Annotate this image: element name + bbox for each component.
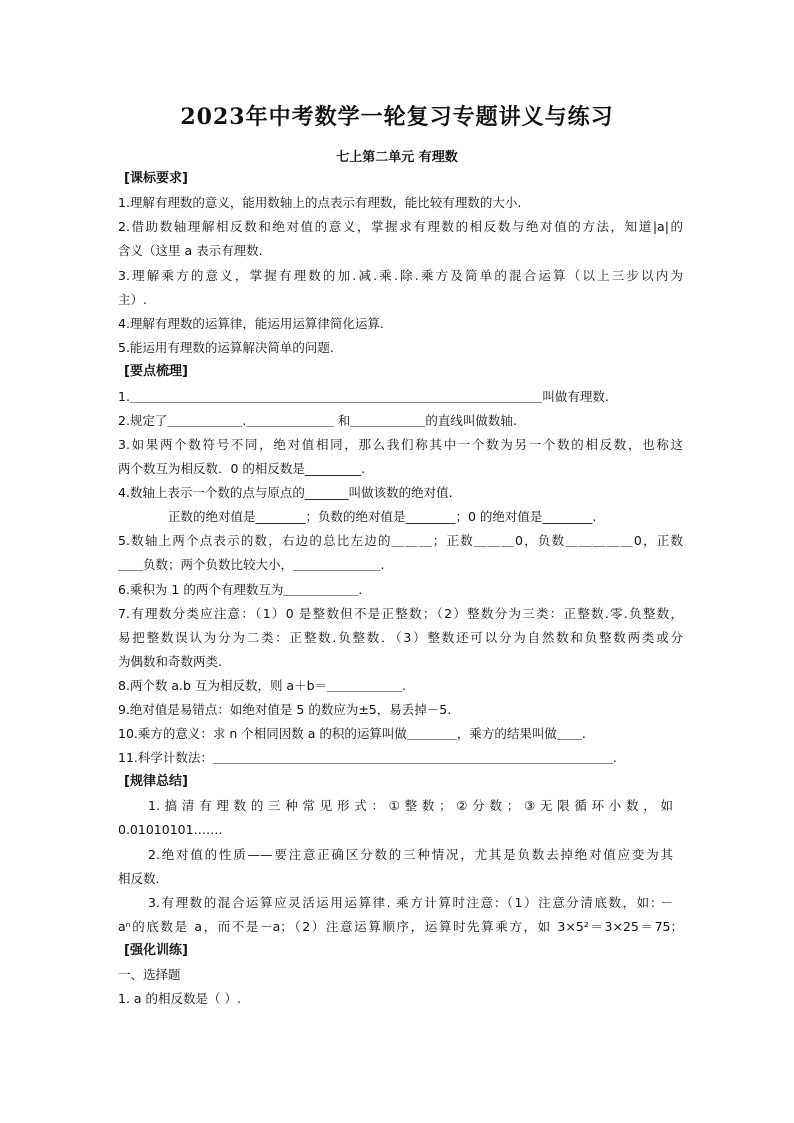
point-line: 6.乘积为 1 的两个有理数互为＿＿＿＿＿＿. [118, 582, 363, 597]
requirement-line: 5.能运用有理数的运算解决简单的问题. [118, 340, 334, 355]
section-heading-rules: [规律总结] [124, 774, 188, 789]
rule-line: 1.搞清有理数的三种常见形式：①整数；②分数；③无限循环小数，如 [148, 798, 673, 813]
point-line: 两个数互为相反数．0 的相反数是_________. [118, 461, 366, 476]
requirement-line: 3.理解乘方的意义，掌握有理数的加.减.乘.除.乘方及简单的混合运算（以上三步以内为 [118, 268, 683, 283]
rule-line: 2.绝对值的性质——要注意正确区分数的三种情况，尤其是负数去掉绝对值应变为其 [148, 847, 673, 862]
requirement-line: 4.理解有理数的运算律，能运用运算律简化运算. [118, 316, 384, 331]
point-line: 3.如果两个数符号不同，绝对值相同，那么我们称其中一个数为另一个数的相反数，也称这 [118, 437, 683, 452]
question-section-heading: 一、选择题 [118, 967, 181, 982]
point-line: 为偶数和奇数两类. [118, 654, 222, 669]
point-line: 9.绝对值是易错点：如绝对值是 5 的数应为±5，易丢掉－5. [118, 702, 452, 717]
point-line: 1.＿＿＿＿＿＿＿＿＿＿＿＿＿＿＿＿＿＿＿＿＿＿＿＿＿＿＿＿＿＿＿＿＿叫做有理数. [118, 389, 609, 404]
document-title: 2023年中考数学一轮复习专题讲义与练习 [180, 104, 614, 130]
requirement-line: 含义（这里 a 表示有理数. [118, 243, 263, 258]
point-line: 7.有理数分类应注意：（1）0 是整数但不是正整数；（2）整数分为三类：正整数.零.负整数， [118, 606, 683, 621]
point-line: 2.规定了＿＿＿＿＿＿.＿＿＿＿＿＿＿ 和＿＿＿＿＿＿的直线叫做数轴. [118, 413, 517, 428]
rule-line: 3.有理数的混合运算应灵活运用运算律. 乘方计算时注意:（1）注意分清底数，如: － [148, 895, 673, 910]
point-line: 11.科学计数法：＿＿＿＿＿＿＿＿＿＿＿＿＿＿＿＿＿＿＿＿＿＿＿＿＿＿＿＿＿＿＿＿. [118, 750, 617, 765]
rule-line: aⁿ的底数是 a，而不是－a；（2）注意运算顺序，运算时先算乘方，如 3×5²＝3×25＝75； [118, 919, 683, 934]
section-heading-training: [强化训练] [124, 943, 188, 958]
point-line: 4.数轴上表示一个数的点与原点的_______叫做该数的绝对值. [118, 485, 453, 500]
point-line: ＿＿负数；两个负数比较大小，＿＿＿＿＿＿＿. [118, 557, 385, 572]
section-heading-requirements: [课标要求] [124, 171, 188, 186]
document-subtitle: 七上第二单元 有理数 [336, 150, 458, 165]
requirement-line: 2.借助数轴理解相反数和绝对值的意义，掌握求有理数的相反数与绝对值的方法，知道|a|的 [118, 219, 683, 234]
point-line: 5.数轴上两个点表示的数，右边的总比左边的＿＿＿；正数＿＿＿0，负数＿＿＿＿＿0，正数 [118, 533, 683, 548]
point-line: 正数的绝对值是________；负数的绝对值是________；0 的绝对值是________. [168, 509, 597, 524]
rule-line: 相反数. [118, 871, 160, 886]
requirement-line: 主）. [118, 292, 147, 307]
point-line: 10.乘方的意义：求 n 个相同因数 a 的积的运算叫做＿＿＿＿，乘方的结果叫做＿＿. [118, 726, 586, 741]
section-heading-points: [要点梳理] [124, 364, 188, 379]
point-line: 易把整数误认为分为二类：正整数.负整数．（3）整数还可以分为自然数和负整数两类或分 [118, 630, 683, 645]
point-line: 8.两个数 a.b 互为相反数，则 a＋b＝＿＿＿＿＿＿. [118, 678, 406, 693]
question-1: 1. a 的相反数是（ ）. [118, 991, 241, 1006]
rule-line: 0.01010101……. [118, 822, 223, 837]
requirement-line: 1.理解有理数的意义，能用数轴上的点表示有理数，能比较有理数的大小. [118, 195, 522, 210]
